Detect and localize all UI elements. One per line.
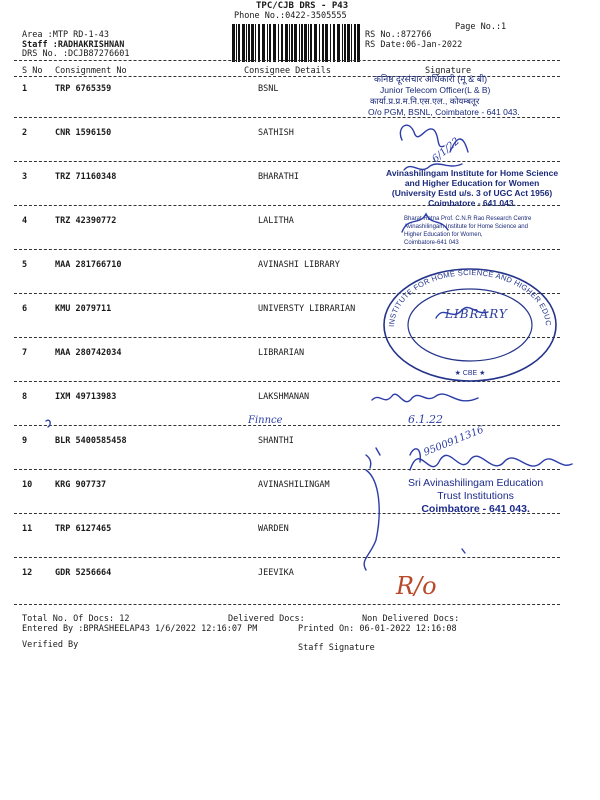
- stamp-line: O/o PGM, BSNL, Coimbatore - 641 043.: [368, 107, 520, 117]
- stamp-line: Bharat Ratna Prof. C.N.R Rao Research Centre: [404, 216, 532, 222]
- page-number: Page No.:1: [455, 22, 507, 32]
- col-signature: Signature: [425, 66, 472, 76]
- drs-number: DRS No. :DCJB87276601: [22, 49, 130, 59]
- row-sno: 12: [22, 568, 33, 578]
- row-sno: 2: [22, 128, 28, 138]
- stamp-line: Coimbatore - 641 043.: [421, 503, 530, 515]
- signature-mark: [404, 164, 462, 170]
- area-field: Area :MTP RD-1-43: [22, 30, 109, 40]
- row-sno: 8: [22, 392, 28, 402]
- staff-signature: Staff Signature: [298, 643, 375, 653]
- row-consignment: MAA 280742034: [55, 348, 122, 358]
- row-consignee: WARDEN: [258, 524, 289, 534]
- hand-phone: 9500911316: [422, 424, 486, 459]
- row-sno: 10: [22, 480, 33, 490]
- signature-mark: [400, 125, 444, 147]
- row-consignment: GDR 5256664: [55, 568, 112, 578]
- row-consignee: AVINASHILINGAM: [258, 480, 330, 490]
- stamp-line: Higher Education for Women,: [404, 232, 483, 238]
- row-consignment: IXM 49713983: [55, 392, 117, 402]
- row-consignee: SHANTHI: [258, 436, 294, 446]
- row-sno: 6: [22, 304, 28, 314]
- col-consignee: Consignee Details: [244, 66, 331, 76]
- hand-date-2: 6.1.22: [408, 413, 443, 426]
- row-consignment: TRZ 42390772: [55, 216, 117, 226]
- row-consignee: JEEVIKA: [258, 568, 294, 578]
- hand-library: LIBRARY: [445, 307, 508, 321]
- seal-bottom: ★ CBE ★: [454, 370, 486, 377]
- row-consignment: KRG 907737: [55, 480, 107, 490]
- col-consignment: Consignment No: [55, 66, 127, 76]
- col-sno: S No: [22, 66, 43, 76]
- stamp-line: Coimbatore - 641 043.: [428, 198, 516, 208]
- stamp-line: (University Estd u/s. 3 of UGC Act 1956): [391, 188, 553, 198]
- row-consignee: UNIVERSTY LIBRARIAN: [258, 304, 356, 314]
- row-consignment: TRP 6127465: [55, 524, 112, 534]
- verified-by: Verified By: [22, 640, 79, 650]
- row-sno: 9: [22, 436, 28, 446]
- row-consignee: SATHISH: [258, 128, 294, 138]
- stamp-line: Trust Institutions: [437, 490, 514, 502]
- tick-mark: [46, 420, 50, 427]
- stamp-line: Junior Telecom Officer(L & B): [380, 85, 491, 95]
- stamp-line: Avinashilingam Institute for Home Science and: [404, 224, 528, 230]
- bracket-mark: [366, 455, 371, 468]
- hand-date-1: 6/1/22: [430, 135, 462, 166]
- drs-title: TPC/CJB DRS - P43: [256, 1, 349, 11]
- stamp-line: Avinashilingam Institute for Home Science: [386, 168, 559, 178]
- row-sno: 4: [22, 216, 28, 226]
- row-sno: 5: [22, 260, 28, 270]
- row-consignment: TRZ 71160348: [55, 172, 117, 182]
- row-consignee: BHARATHI: [258, 172, 299, 182]
- row-consignment: TRP 6765359: [55, 84, 112, 94]
- signature-mark: [410, 455, 572, 470]
- signature-mark: [450, 139, 468, 152]
- bracket-mark: [364, 470, 379, 570]
- entered-by: Entered By :BPRASHEELAP43 1/6/2022 12:16:07 PM: [22, 624, 258, 634]
- stamp-line: कार्या.प्र.प्र.म.नि.एस.एल., कोयम्बतूर: [370, 96, 480, 106]
- row-consignee: LAKSHMANAN: [258, 392, 310, 402]
- rs-number: RS No.:872766: [365, 30, 432, 40]
- row-consignee: LALITHA: [258, 216, 294, 226]
- row-consignee: LIBRARIAN: [258, 348, 305, 358]
- tick-mark: [462, 549, 465, 553]
- printed-on: Printed On: 06-01-2022 12:16:08: [298, 624, 457, 634]
- stamp-line: and Higher Education for Women: [404, 178, 540, 188]
- row-sno: 11: [22, 524, 33, 534]
- row-sno: 3: [22, 172, 28, 182]
- hand-ro: R/o: [396, 572, 437, 600]
- row-consignment: BLR 5400585458: [55, 436, 127, 446]
- rs-date: RS Date:06-Jan-2022: [365, 40, 463, 50]
- stamp-line: Coimbatore-641 043: [404, 240, 459, 246]
- row-consignment: MAA 281766710: [55, 260, 122, 270]
- row-sno: 7: [22, 348, 28, 358]
- row-sno: 1: [22, 84, 28, 94]
- row-consignee: AVINASHI LIBRARY: [258, 260, 340, 270]
- delivered-docs: Delivered Docs:: [228, 614, 305, 624]
- signature-mark: [402, 214, 448, 232]
- signature-mark: [372, 394, 478, 402]
- stamp-line: Sri Avinashilingam Education: [408, 477, 544, 489]
- seal-text: INSTITUTE FOR HOME SCIENCE AND HIGHER EDUC: [386, 267, 554, 328]
- stamp-line: कनिष्ठ दूरसंचार अधिकारी (मू & बी): [374, 74, 488, 84]
- non-delivered-docs: Non Delivered Docs:: [362, 614, 460, 624]
- total-docs: Total No. Of Docs: 12: [22, 614, 130, 624]
- phone-number: Phone No.:0422-3505555: [234, 11, 347, 21]
- row-consignment: KMU 2079711: [55, 304, 112, 314]
- tick-mark: [376, 448, 380, 455]
- row-consignee: BSNL: [258, 84, 279, 94]
- staff-field: Staff :RADHAKRISHNAN: [22, 40, 125, 50]
- hand-finance: Finnce: [248, 415, 283, 426]
- signature-mark: [436, 307, 488, 318]
- row-consignment: CNR 1596150: [55, 128, 112, 138]
